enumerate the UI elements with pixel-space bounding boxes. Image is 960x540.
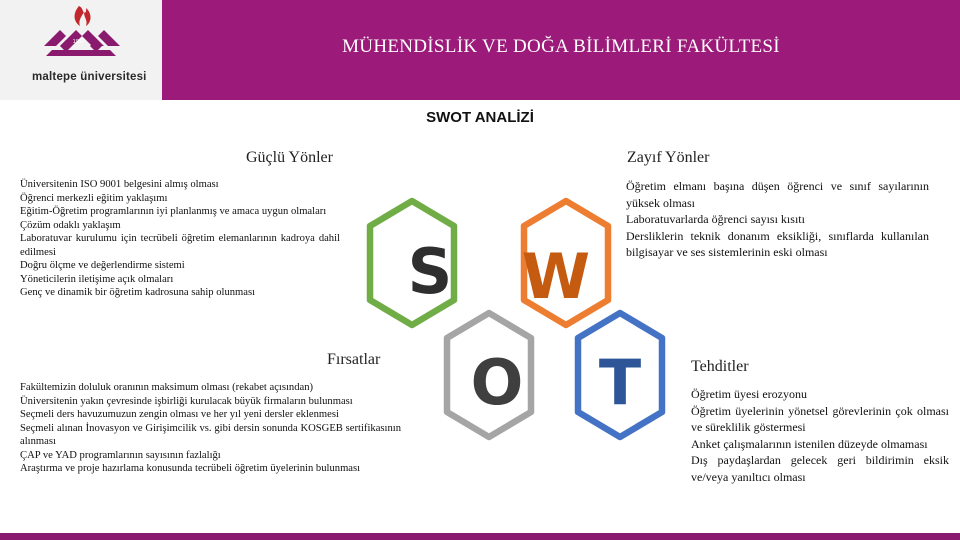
threats-list <box>691 386 949 485</box>
list-item: Üniversitenin yakın çevresinde işbirliği kurulacak büyük firmaların bulunması <box>20 395 353 407</box>
list-item: Laboratuvarlarda öğrenci sayısı kısıtı <box>626 212 805 226</box>
list-item: Dersliklerin teknik donanım eksikliği, sınıflarda kullanılan bilgisayar ve ses sistemlerinin eski olması <box>626 228 929 259</box>
letter-w: W <box>521 240 591 313</box>
list-item: Yöneticilerin iletişime açık olmaları <box>20 273 174 285</box>
weaknesses-heading: Zayıf Yönler <box>627 149 710 166</box>
faculty-title: MÜHENDİSLİK VE DOĞA BİLİMLERİ FAKÜLTESİ <box>342 36 780 57</box>
list-item: Seçmeli ders havuzumuzun zengin olması ve her yıl yeni dersler eklenmesi <box>20 409 339 420</box>
list-item: Öğrenci merkezli eğitim yaklaşımı <box>20 192 168 204</box>
hexagon-w <box>522 201 608 325</box>
list-item: Doğru ölçme ve değerlendirme sistemi <box>20 260 185 271</box>
list-item: Genç ve dinamik bir öğretim kadrosuna sahip olunması <box>20 287 256 298</box>
letter-o: O <box>470 346 524 419</box>
swot-title: SWOT ANALİZİ <box>426 109 534 126</box>
weaknesses-list <box>626 178 929 261</box>
university-logo-icon <box>0 0 162 70</box>
list-item: Araştırma ve proje hazırlama konusunda tecrübeli öğretim üyelerinin bulunması <box>20 463 361 474</box>
hexagon-o <box>447 313 531 437</box>
opportunities-heading: Fırsatlar <box>327 351 381 368</box>
logo-year: 1997 <box>72 39 86 45</box>
list-item: Öğretim üyelerinin yönetsel görevlerinin çok olması ve süreklilik göstermesi <box>691 403 949 434</box>
list-item: Dış paydaşlardan gelecek geri bildirimin eksik ve/veya yanıltıcı olması <box>691 453 949 484</box>
list-item: Eğitim-Öğretim programlarının iyi planlanmış ve amaca uygun olmaları <box>20 206 327 217</box>
hexagon-s <box>370 201 454 325</box>
list-item: Üniversitenin ISO 9001 belgesini almış olması <box>20 179 219 190</box>
list-item: Laboratuvar kurulumu için tecrübeli öğretim elemanlarının kadroya dahil edilmesi <box>20 233 340 258</box>
logo-text: maltepe üniversitesi <box>32 71 147 83</box>
letter-s: S <box>407 235 453 308</box>
strengths-heading: Güçlü Yönler <box>246 149 333 166</box>
logo-panel <box>0 0 162 100</box>
footer-bar <box>0 533 960 540</box>
list-item: ÇAP ve YAD programlarının sayısının fazlalığı <box>20 449 221 461</box>
list-item: Seçmeli alınan İnovasyon ve Girişimcilik vs. gibi dersin sonunda KOSGEB sertifikasının alınması <box>20 422 401 447</box>
list-item: Çözüm odaklı yaklaşım <box>20 219 121 231</box>
threats-heading: Tehditler <box>691 358 749 375</box>
list-item: Fakültemizin doluluk oranının maksimum olması (rekabet açısından) <box>20 382 314 393</box>
list-item: Anket çalışmalarının istenilen düzeyde olmaması <box>691 436 928 451</box>
hexagon-t <box>578 313 662 437</box>
opportunities-list <box>20 381 401 476</box>
list-item: Öğretim üyesi erozyonu <box>691 387 807 401</box>
letter-t: T <box>598 346 642 419</box>
list-item: Öğretim elmanı başına düşen öğrenci ve sınıf sayılarının yüksek olması <box>626 179 929 210</box>
strengths-list <box>20 178 340 300</box>
